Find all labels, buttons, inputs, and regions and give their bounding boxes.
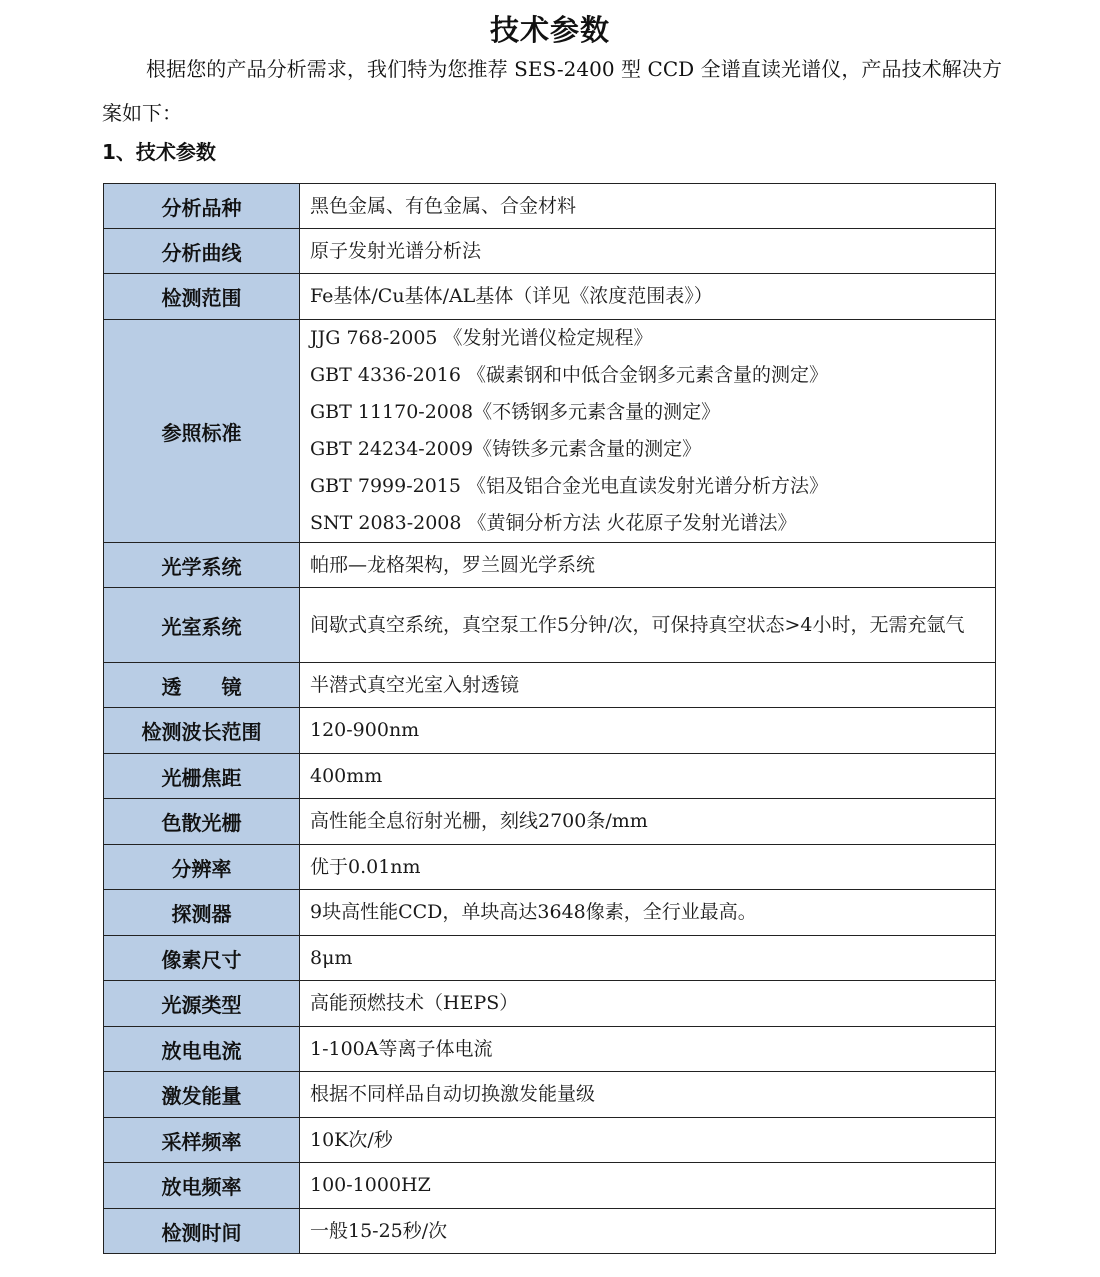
row-value: 100-1000HZ (300, 1163, 996, 1209)
table-row (104, 845, 996, 890)
table-row (104, 708, 996, 754)
row-label: 分析曲线 (104, 229, 300, 274)
row-value: 一般15-25秒/次 (300, 1209, 996, 1254)
table-row (104, 1118, 996, 1163)
table-row (104, 981, 996, 1027)
row-label: 光学系统 (104, 543, 300, 588)
row-label: 光室系统 (104, 588, 300, 663)
row-label: 检测波长范围 (104, 708, 300, 754)
spec-table (103, 183, 996, 1254)
standard-line: JJG 768-2005 《发射光谱仪检定规程》 (310, 327, 653, 349)
row-value: 高能预燃技术（HEPS） (300, 981, 996, 1027)
row-value: 400mm (300, 754, 996, 799)
row-label: 检测范围 (104, 274, 300, 320)
row-value: 优于0.01nm (300, 845, 996, 890)
row-label: 色散光栅 (104, 799, 300, 845)
standards-cell (300, 320, 996, 543)
section-heading: 1、技术参数 (102, 140, 216, 164)
row-label: 分辨率 (104, 845, 300, 890)
table-row (104, 936, 996, 981)
document-title: 技术参数 (489, 13, 610, 47)
table-row (104, 184, 996, 229)
row-value: 根据不同样品自动切换激发能量级 (300, 1072, 996, 1118)
table-row (104, 229, 996, 274)
standard-line: GBT 4336-2016 《碳素钢和中低合金钢多元素含量的测定》 (310, 364, 829, 386)
row-label: 透 镜 (104, 663, 300, 708)
row-value: 高性能全息衍射光栅，刻线2700条/mm (300, 799, 996, 845)
standard-line: GBT 7999-2015 《铝及铝合金光电直读发射光谱分析方法》 (310, 475, 829, 497)
row-value: 帕邢—龙格架构，罗兰圆光学系统 (300, 543, 996, 588)
standard-line: SNT 2083-2008 《黄铜分析方法 火花原子发射光谱法》 (310, 512, 797, 534)
row-value: Fe基体/Cu基体/AL基体（详见《浓度范围表》） (300, 274, 996, 320)
table-row (104, 588, 996, 663)
row-label: 放电频率 (104, 1163, 300, 1209)
row-value: 9块高性能CCD，单块高达3648像素，全行业最高。 (300, 890, 996, 936)
table-row (104, 1072, 996, 1118)
row-value: 间歇式真空系统，真空泵工作5分钟/次，可保持真空状态>4小时，无需充氩气 (300, 588, 996, 663)
row-label: 像素尺寸 (104, 936, 300, 981)
table-row (104, 1163, 996, 1209)
row-label: 激发能量 (104, 1072, 300, 1118)
row-value: 120-900nm (300, 708, 996, 754)
row-value: 黑色金属、有色金属、合金材料 (300, 184, 996, 229)
table-row (104, 320, 996, 543)
table-row (104, 663, 996, 708)
row-value: 10K次/秒 (300, 1118, 996, 1163)
row-label: 光源类型 (104, 981, 300, 1027)
row-label: 参照标准 (104, 320, 300, 543)
standard-line: GBT 24234-2009《铸铁多元素含量的测定》 (310, 438, 702, 460)
row-value: 半潜式真空光室入射透镜 (300, 663, 996, 708)
table-row (104, 543, 996, 588)
row-label: 采样频率 (104, 1118, 300, 1163)
row-label: 探测器 (104, 890, 300, 936)
row-label: 分析品种 (104, 184, 300, 229)
row-value: 8μm (300, 936, 996, 981)
table-row (104, 274, 996, 320)
table-row (104, 1209, 996, 1254)
row-label: 放电电流 (104, 1027, 300, 1072)
row-label: 检测时间 (104, 1209, 300, 1254)
table-row (104, 890, 996, 936)
table-row (104, 1027, 996, 1072)
table-row (104, 799, 996, 845)
standard-line: GBT 11170-2008《不锈钢多元素含量的测定》 (310, 401, 721, 423)
table-row (104, 754, 996, 799)
row-value: 原子发射光谱分析法 (300, 229, 996, 274)
row-value: 1-100A等离子体电流 (300, 1027, 996, 1072)
row-label: 光栅焦距 (104, 754, 300, 799)
intro-paragraph: 根据您的产品分析需求，我们特为您推荐 SES-2400 型 CCD 全谱直读光谱仪，产品技术解决方案如下： (102, 57, 1002, 125)
